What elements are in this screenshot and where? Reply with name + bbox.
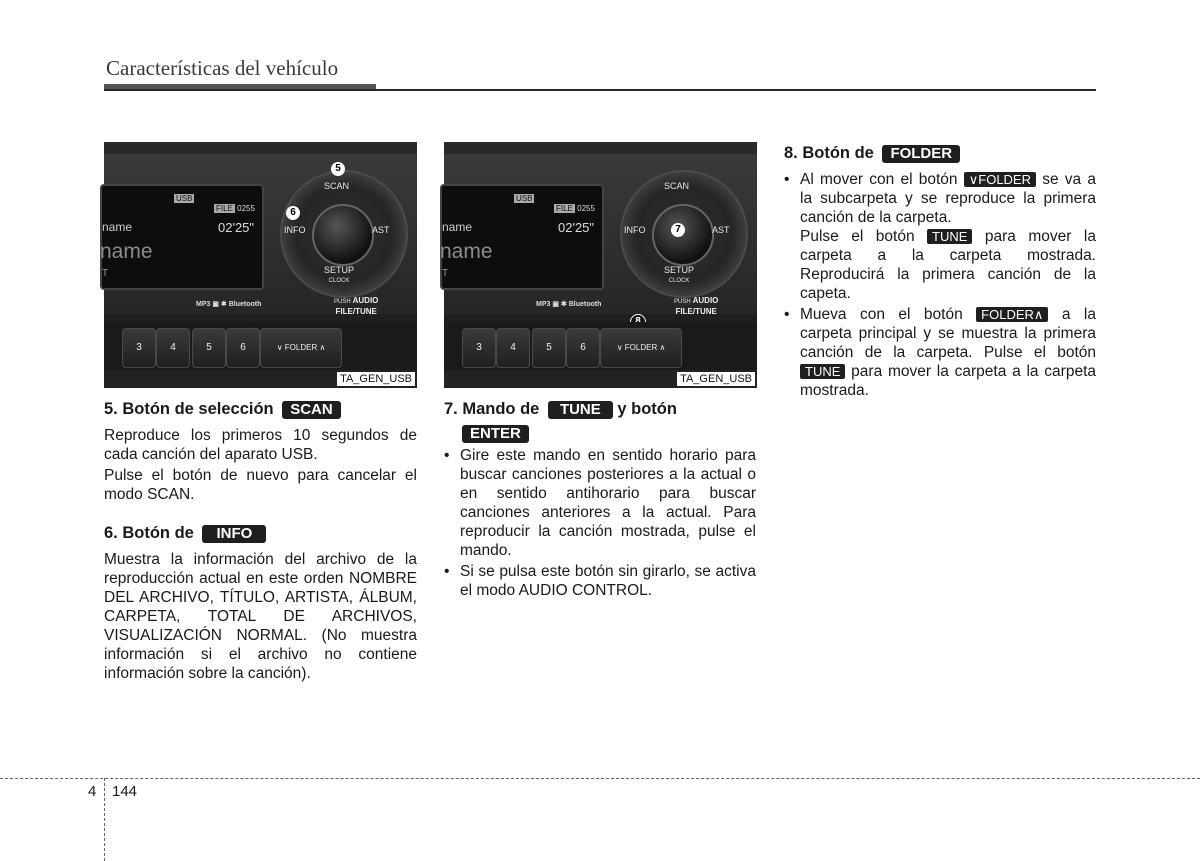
folder-key-badge: FOLDER [882,145,960,163]
display-big-name: name [100,240,153,263]
push-audio-label [334,296,378,316]
section-6-title: 6. Botón de [104,524,194,542]
section-7-title-a: 7. Mando de [444,400,540,418]
footer-vertical-rule [104,778,105,861]
section-8-bullet-1 [784,170,1096,303]
section-6-heading [104,522,417,544]
display-time: 02'25" [218,220,255,235]
section-8-b1-text-b: se va a la subcarpeta y se reproduce la primera canción de la carpeta. [800,171,1096,226]
info-key-badge: INFO [202,525,266,543]
section-8-b2-text-a: Mueva con el botón [800,306,963,323]
section-8-b1-text-c: Pulse el botón [800,228,915,245]
file-indicator [214,204,255,213]
clock-text: CLOCK [328,278,350,284]
push-audio-label [674,296,718,316]
preset-button-5: 5 [192,328,226,368]
ast-label: AST [372,225,390,235]
file-label: FILE [216,204,233,213]
section-7-heading [444,398,756,420]
display-bottom-char: T [442,268,449,279]
file-number: 0255 [237,204,255,213]
page-number: 144 [112,783,138,800]
folder-button: ∨ FOLDER ∧ [600,328,682,368]
page-header-title: Características del vehículo [106,56,339,80]
file-tune-text: FILE/TUNE [335,307,377,316]
section-8-bullet-2 [784,305,1096,400]
tune-knob [652,204,714,266]
push-text: PUSH [674,299,691,305]
section-8-title: 8. Botón de [784,144,874,162]
header-rule [104,89,1096,91]
section-8-b2-text-b: a la carpeta principal y se muestra la primera canción de la carpeta. Pulse el botón [800,306,1096,361]
info-label: INFO [624,225,646,235]
clock-text: CLOCK [668,278,690,284]
preset-button-3: 3 [462,328,496,368]
setup-label [664,266,694,286]
display-time: 02'25" [558,220,595,235]
tune-knob [312,204,374,266]
section-5-heading [104,398,417,420]
section-8-b2-text-c: para mover la carpeta a la carpeta mostrada. [800,363,1097,399]
section-8-heading [784,142,1096,164]
preset-button-4: 4 [156,328,190,368]
file-number: 0255 [577,204,595,213]
setup-text: SETUP [324,265,355,275]
setup-label [324,266,354,286]
scan-label: SCAN [324,181,350,191]
chapter-number: 4 [88,783,97,800]
folder-up-key: FOLDER∧ [976,307,1048,322]
audio-text: AUDIO [692,296,719,305]
footer-dashed-rule [0,778,1200,779]
file-label: FILE [556,204,573,213]
figure-caption: TA_GEN_USB [337,372,415,386]
section-5-paragraph-1: Reproduce los primeros 10 segundos de cada canción del aparato USB. [104,427,417,463]
section-7-heading-line2 [444,422,756,444]
section-8-b1-sub [800,227,1096,303]
section-8-b1-text-a: Al mover con el botón [800,171,958,188]
column-left [104,398,417,685]
section-7-title-b: y botón [617,400,677,418]
section-6-paragraph: Muestra la información del archivo de la reproducción actual en este orden NOMBRE DEL ARCHIVO, TÍTULO, ARTISTA, ÁLBUM, CARPETA, TOTAL DE ARCHIVOS, VISUALIZACIÓN NORMAL. (No muestra información si el archivo no contiene información sobre la canción). [104,551,417,682]
section-8-b1-text-d: para mover la carpeta a la carpeta mostrada. Reproducirá la primera canción de la capeta. [800,228,1096,302]
push-text: PUSH [334,299,351,305]
display-bottom-char: T [102,268,109,279]
tune-key-small-2: TUNE [800,364,845,379]
section-7-bullet-1: • Gire este mando en sentido horario para buscar canciones posteriores a la actual o en sentido antihorario para buscar canciones anteriores a la actual. Para reproducir la canción mostrada, pulse el mando. [444,446,756,560]
info-label: INFO [284,225,306,235]
tune-key-badge: TUNE [548,401,613,419]
folder-button: ∨ FOLDER ∧ [260,328,342,368]
ast-label: AST [712,225,730,235]
section-5-paragraph-2: Pulse el botón de nuevo para cancelar el modo SCAN. [104,467,417,503]
column-right [784,142,1096,402]
file-indicator [554,204,595,213]
figure-caption: TA_GEN_USB [677,372,755,386]
radio-display [100,184,264,290]
preset-button-6: 6 [566,328,600,368]
preset-button-6: 6 [226,328,260,368]
scan-label: SCAN [664,181,690,191]
display-name: name [102,220,133,234]
format-logos: MP3 ▣ ✱ Bluetooth [536,301,602,308]
folder-down-key: ∨FOLDER [964,172,1036,187]
usb-indicator: USB [516,194,533,203]
preset-button-4: 4 [496,328,530,368]
tune-key-small-1: TUNE [927,229,972,244]
preset-button-3: 3 [122,328,156,368]
enter-key-badge: ENTER [462,425,529,443]
preset-button-5: 5 [532,328,566,368]
usb-indicator: USB [176,194,193,203]
format-logos: MP3 ▣ ✱ Bluetooth [196,301,262,308]
radio-figure-1 [100,142,417,388]
radio-display [440,184,604,290]
section-5-title: 5. Botón de selección [104,400,274,418]
callout-7: 7 [671,223,685,237]
file-tune-text: FILE/TUNE [675,307,717,316]
section-7-bullet-2: • Si se pulsa este botón sin girarlo, se activa el modo AUDIO CONTROL. [444,562,756,600]
callout-6: 6 [286,206,300,220]
display-big-name: name [440,240,493,263]
scan-key-badge: SCAN [282,401,341,419]
section-8-list [784,170,1096,400]
callout-5: 5 [331,162,345,176]
setup-text: SETUP [664,265,695,275]
radio-figure-2 [440,142,757,388]
display-name: name [442,220,473,234]
audio-text: AUDIO [352,296,379,305]
column-middle [444,398,756,602]
section-7-list [444,446,756,600]
